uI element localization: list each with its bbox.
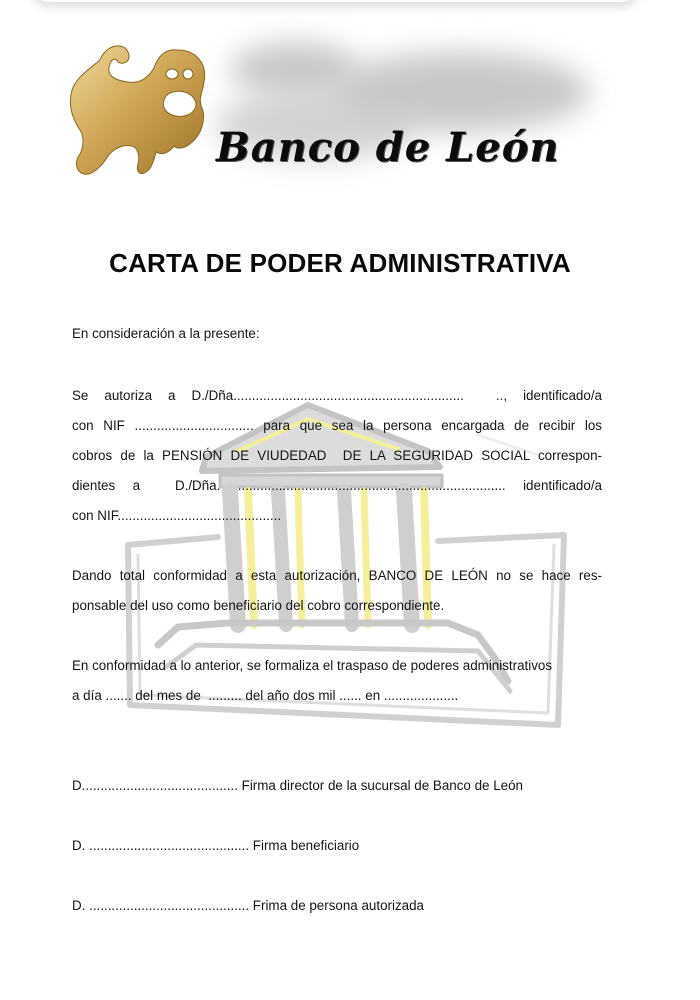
lion-logo-icon bbox=[62, 38, 232, 180]
paragraph1-line bbox=[72, 478, 602, 493]
paragraph2-line bbox=[72, 568, 602, 583]
document-title: CARTA DE PODER ADMINISTRATIVA bbox=[109, 248, 571, 278]
signature-line-beneficiary: D. ........................................... Firma beneficiario bbox=[72, 838, 360, 853]
paragraph1-line-text: dientes a D./Dña. ........................................................................ identificado/a bbox=[72, 478, 602, 493]
paragraph1-line bbox=[72, 448, 602, 463]
paragraph3-line: a día ....... del mes de ......... del año dos mil ...... en .................... bbox=[72, 688, 459, 703]
paragraph1-line-text: cobros de la PENSIÓN DE VIUDEDAD DE LA SEGURIDAD SOCIAL correspon- bbox=[72, 448, 602, 463]
paragraph2-line-text: Dando total conformidad a esta autorización, BANCO DE LEÓN no se hace res- bbox=[72, 568, 602, 583]
signature-line-director: D.......................................... Firma director de la sucursal de Banco de León bbox=[72, 778, 523, 793]
signature-line-authorized: D. ........................................... Frima de persona autorizada bbox=[72, 898, 425, 913]
paragraph1-line-text: Se autoriza a D./Dña.............................................................. .., identificado/a bbox=[72, 388, 602, 403]
bank-building-watermark-icon bbox=[118, 395, 578, 735]
paragraph2-line: ponsable del uso como beneficiario del cobro correspondiente. bbox=[72, 598, 445, 613]
paragraph3-line: En conformidad a lo anterior, se formaliza el traspaso de poderes administrativos bbox=[72, 658, 553, 673]
intro-text: En consideración a la presente: bbox=[72, 326, 260, 341]
bank-name: Banco de León bbox=[216, 124, 560, 171]
paragraph1-line-text: con NIF ................................ para que sea la persona encargada de recibir los bbox=[72, 418, 602, 433]
paragraph1-line: con NIF............................................ bbox=[72, 508, 282, 523]
paragraph1-line bbox=[72, 388, 602, 403]
paragraph1-line bbox=[72, 418, 602, 433]
letterhead bbox=[0, 0, 700, 210]
